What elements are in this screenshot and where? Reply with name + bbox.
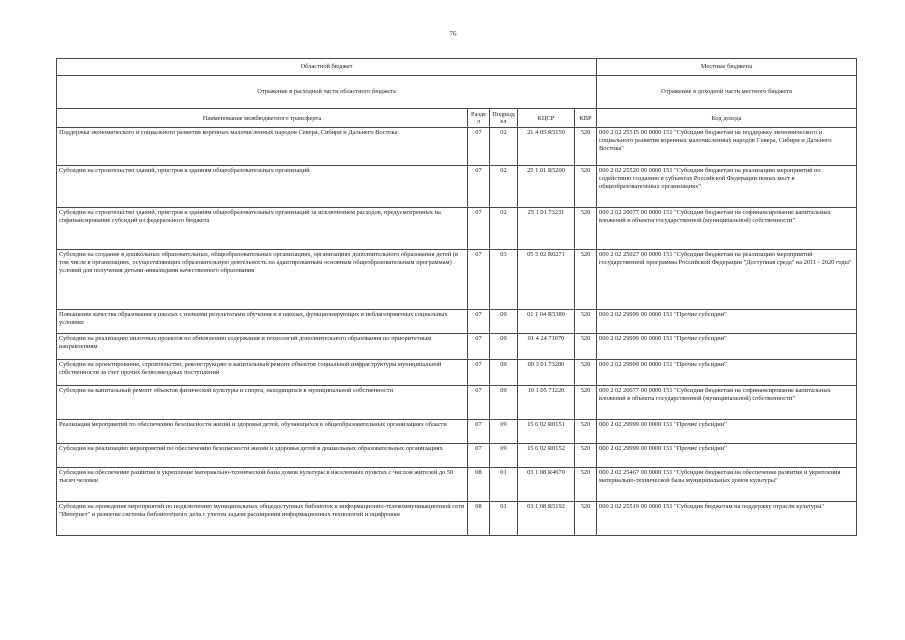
cell-income-code: 000 2 02 29999 00 0000 151 "Прочие субсидии" — [597, 310, 857, 334]
cell-podrazd: 01 — [490, 468, 518, 502]
cell-kvr: 520 — [575, 468, 597, 502]
cell-razd: 07 — [468, 250, 490, 310]
cell-razd: 07 — [468, 386, 490, 420]
cell-kvr: 520 — [575, 208, 597, 250]
cell-podrazd: 03 — [490, 250, 518, 310]
cell-kcsr: 03 1 08 R5192 — [518, 502, 575, 536]
cell-razd: 07 — [468, 128, 490, 166]
cell-kcsr: 21 4 05 R5150 — [518, 128, 575, 166]
cell-razd: 07 — [468, 444, 490, 468]
cell-podrazd: 09 — [490, 310, 518, 334]
cell-podrazd: 09 — [490, 360, 518, 386]
cell-razd: 07 — [468, 310, 490, 334]
cell-kcsr: 01 1 04 R5380 — [518, 310, 575, 334]
cell-podrazd: 02 — [490, 166, 518, 208]
table-row — [57, 166, 857, 208]
cell-podrazd: 09 — [490, 386, 518, 420]
cell-name: Повышение качества образования в школах с низкими результатами обучения и в школах, функционирующих в неблагоприятных социальных условиях — [57, 310, 468, 334]
cell-podrazd: 01 — [490, 502, 518, 536]
table-row — [57, 208, 857, 250]
table-row — [57, 444, 857, 468]
cell-kcsr: 10 1 05 71220 — [518, 386, 575, 420]
cell-income-code: 000 2 02 25467 00 0000 151 "Субсидии бюджетам на обеспечение развития и укрепления материально-технической базы муниципальных домов культуры" — [597, 468, 857, 502]
cell-kvr: 520 — [575, 310, 597, 334]
cell-income-code: 000 2 02 29999 00 0000 151 "Прочие субсидии" — [597, 420, 857, 444]
cell-podrazd: 09 — [490, 334, 518, 360]
cell-kvr: 520 — [575, 386, 597, 420]
cell-kcsr: 25 1 01 73231 — [518, 208, 575, 250]
header-col-name: Наименование межбюджетного трансферта — [57, 109, 468, 128]
table-row — [57, 128, 857, 166]
table-row — [57, 250, 857, 310]
table-row — [57, 334, 857, 360]
cell-razd: 07 — [468, 166, 490, 208]
cell-name: Субсидии на капитальный ремонт объектов физической культуры и спорта, находящихся в муниципальной собственности — [57, 386, 468, 420]
cell-income-code: 000 2 02 29999 00 0000 151 "Прочие субсидии" — [597, 334, 857, 360]
cell-kcsr: 05 5 02 R0271 — [518, 250, 575, 310]
cell-income-code: 000 2 02 20077 00 0000 151 "Субсидии бюджетам на софинансирование капитальных вложений в объекты государственной (муниципальной) собственности" — [597, 386, 857, 420]
cell-podrazd: 02 — [490, 128, 518, 166]
cell-kcsr: 01 4 24 71070 — [518, 334, 575, 360]
cell-name: Субсидии на строительство зданий, пристроя к зданиям общеобразовательных организаций за исключением расходов, предусмотренных на софинансирование субсидий из федерального бюджета — [57, 208, 468, 250]
cell-kcsr: 09 3 01 73280 — [518, 360, 575, 386]
cell-kcsr: 15 6 02 R0152 — [518, 444, 575, 468]
cell-kvr: 520 — [575, 128, 597, 166]
table-row — [57, 360, 857, 386]
cell-name: Поддержка экономического и социального развития коренных малочисленных народов Севера, Сибири и Дальнего Востока — [57, 128, 468, 166]
table-row — [57, 502, 857, 536]
cell-kcsr: 03 1 08 R4670 — [518, 468, 575, 502]
cell-kcsr: 25 1 01 R5200 — [518, 166, 575, 208]
cell-razd: 07 — [468, 208, 490, 250]
header-col-kvr: КВР — [575, 109, 597, 128]
table-row — [57, 468, 857, 502]
cell-income-code: 000 2 02 20077 00 0000 151 "Субсидии бюджетам на софинансирование капитальных вложений в объекты государственной (муниципальной) собственности" — [597, 208, 857, 250]
cell-kvr: 520 — [575, 360, 597, 386]
cell-kvr: 520 — [575, 334, 597, 360]
cell-income-code: 000 2 02 25027 00 0000 151 "Субсидии бюджетам на реализацию мероприятий государственной программы Российской Федерации "Доступная среда" на 2011 - 2020 годы" — [597, 250, 857, 310]
header-col-razd: Раздел — [468, 109, 490, 128]
header-local-income: Отражение в доходной части местного бюджета — [597, 76, 857, 109]
cell-name: Реализация мероприятий по обеспечению безопасности жизни и здоровья детей, обучающихся в общеобразовательных организациях области — [57, 420, 468, 444]
cell-name: Субсидии на обеспечение развития и укрепление материально-технической базы домов культуры в населенных пунктах с числом жителей до 50 тысяч человек — [57, 468, 468, 502]
cell-razd: 07 — [468, 360, 490, 386]
cell-name: Субсидии на реализацию мероприятий по обеспечению безопасности жизни и здоровья детей в дошкольных образовательных организациях — [57, 444, 468, 468]
cell-income-code: 000 2 02 25519 00 0000 151 "Субсидия бюджетам на поддержку отрасли культуры" — [597, 502, 857, 536]
cell-razd: 08 — [468, 502, 490, 536]
cell-income-code: 000 2 02 25520 00 0000 151 "Субсидии бюджетам на реализацию мероприятий по содействию созданию в субъектах Российской Федерации новых мест в общеобразовательных организациях" — [597, 166, 857, 208]
cell-podrazd: 09 — [490, 420, 518, 444]
cell-kcsr: 15 6 02 R0151 — [518, 420, 575, 444]
header-col-kcsr: КЦСР — [518, 109, 575, 128]
table-row — [57, 310, 857, 334]
cell-name: Субсидии на создание в дошкольных образовательных, общеобразовательных организациях, организациях дополнительного образования детей (в том числе в организациях, осуществляющих образовательную деятельность по адаптированным основным общеобразовательным программам) условий для получения детьми-инвалидами качественного образования — [57, 250, 468, 310]
cell-income-code: 000 2 02 25515 00 0000 151 "Субсидии бюджетам на поддержку экономического и социального развития коренных малочисленных народов Севера, Сибири и Дальнего Востока" — [597, 128, 857, 166]
cell-name: Субсидии на строительство зданий, пристроя к зданиям общеобразовательных организаций — [57, 166, 468, 208]
cell-kvr: 520 — [575, 250, 597, 310]
table-row — [57, 386, 857, 420]
cell-podrazd: 09 — [490, 444, 518, 468]
cell-podrazd: 02 — [490, 208, 518, 250]
cell-name: Субсидии на реализацию пилотных проектов по обновлению содержания и технологий дополнительного образования по приоритетным направлениям — [57, 334, 468, 360]
cell-income-code: 000 2 02 29999 00 0000 151 "Прочие субсидии" — [597, 360, 857, 386]
page-number: 76 — [449, 30, 457, 38]
budget-table — [56, 58, 857, 536]
cell-kvr: 520 — [575, 502, 597, 536]
cell-kvr: 520 — [575, 444, 597, 468]
cell-razd: 07 — [468, 334, 490, 360]
cell-razd: 08 — [468, 468, 490, 502]
header-regional-budget: Областной бюджет — [57, 59, 597, 76]
cell-name: Субсидии на проектирование, строительство, реконструкцию и капитальный ремонт объектов социальной инфраструктуры муниципальной собственности за счет прочих безвозмездных поступлений — [57, 360, 468, 386]
cell-kvr: 520 — [575, 420, 597, 444]
cell-income-code: 000 2 02 29999 00 0000 151 "Прочие субсидии" — [597, 444, 857, 468]
header-regional-expense: Отражение в расходной части областного бюджета — [57, 76, 597, 109]
header-col-income-code: Код дохода — [597, 109, 857, 128]
cell-kvr: 520 — [575, 166, 597, 208]
cell-razd: 07 — [468, 420, 490, 444]
header-local-budgets: Местные бюджеты — [597, 59, 857, 76]
cell-name: Субсидии на проведение мероприятий по подключению муниципальных общедоступных библиотек к информационно-телекоммуникационной сети "Интернет" и развитие системы библиотечного дела с учетом задачи расширения информационных технологий и оцифровки — [57, 502, 468, 536]
header-col-podrazd: Подраздел — [490, 109, 518, 128]
table-row — [57, 420, 857, 444]
